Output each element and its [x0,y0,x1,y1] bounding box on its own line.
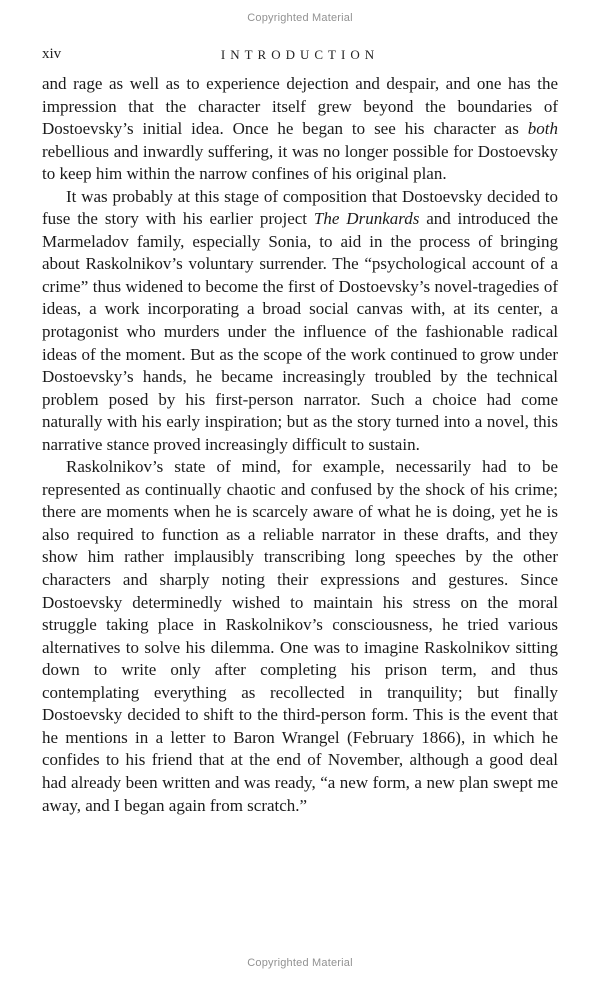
copyright-notice-bottom: Copyrighted Material [247,957,353,969]
paragraph: Raskolnikov’s state of mind, for example, necessarily had to be represented as continually chaotic and confused by the shock of his crime; there are moments when he is scarcely aware of what he is doing, yet he is also required to function as a reliable narrator in these drafts, and they show him rather implausibly transcribing long speeches by the other characters and sharply noting their expressions and gestures. Since Dostoevsky determinedly wished to maintain his stress on the moral struggle taking place in Raskolnikov’s consciousness, he tried various alternatives to solve his dilemma. One was to imagine Raskolnikov sitting down to write only after completing his prison term, and thus contemplating everything as recollected in tranquility; but finally Dostoevsky decided to shift to the third-person form. This is the event that he mentions in a letter to Baron Wrangel (February 1866), in which he confides to his friend that at the end of November, although a good deal had already been written and was ready, “a new form, a new plan swept me away, and I began again from scratch.” [42,457,558,815]
body-text [42,73,558,817]
paragraph: It was probably at this stage of composition that Dostoevsky decided to fuse the story with his earlier project The Drunkards and introduced the Marmeladov family, especially Sonia, to aid in the process of bringing about Raskolnikov’s voluntary surrender. The “psychological account of a crime” thus widened to become the first of Dostoevsky’s novel-tragedies of ideas, a work incorporating a broad social canvas with, at its center, a protagonist who murders under the influence of the fashionable radical ideas of the moment. But as the scope of the work continued to grow under Dostoevsky’s hands, he became increasingly troubled by the technical problem posed by his first-person narrator. Such a choice had come naturally with his early inspiration; but as the story turned into a novel, this narrative stance proved increasingly difficult to sustain. [42,186,558,454]
paragraph: and rage as well as to experience dejection and despair, and one has the impression that the character itself grew beyond the boundaries of Dostoevsky’s initial idea. Once he began to see his character as both rebellious and inwardly suffering, it was no longer possible for Dostoevsky to keep him within the narrow confines of his original plan. [42,74,558,184]
page-number: xiv [42,46,62,62]
copyright-notice-top: Copyrighted Material [247,12,353,24]
running-header [42,45,558,65]
chapter-running-title: INTRODUCTION [220,47,380,62]
